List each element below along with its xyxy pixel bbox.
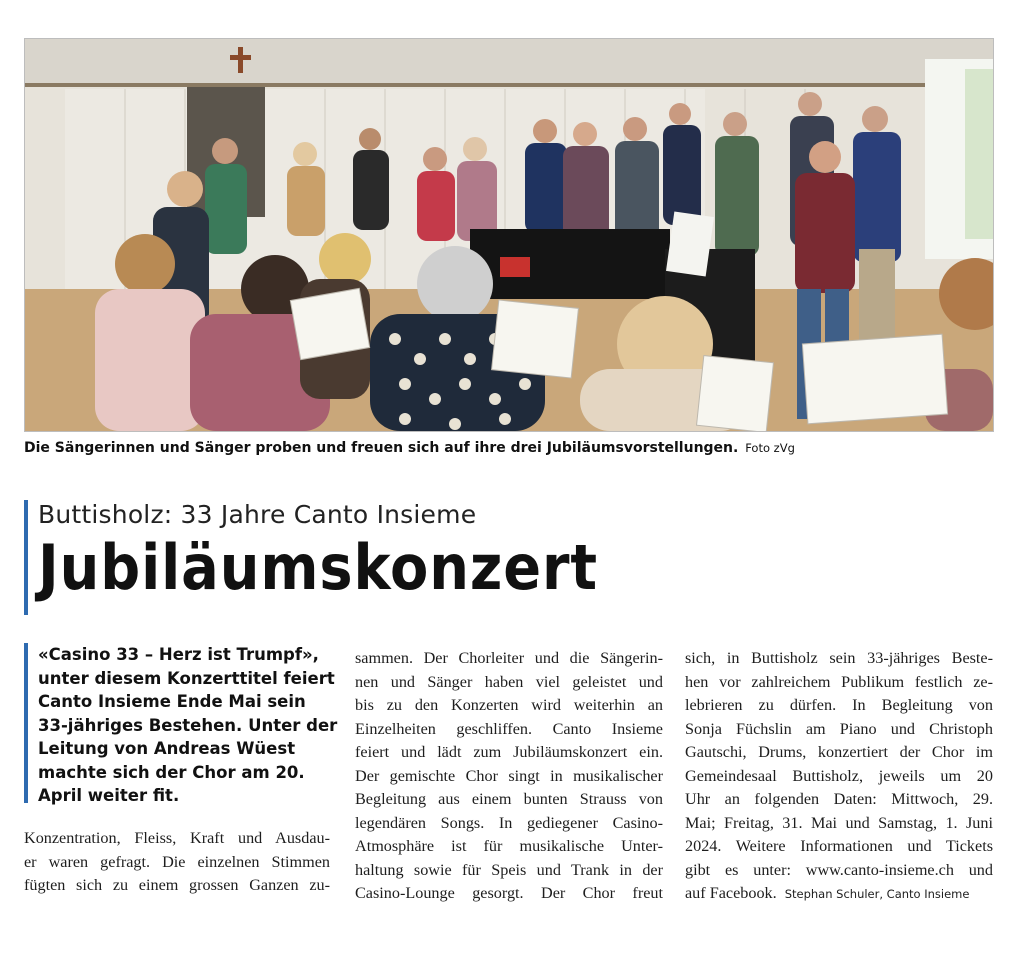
lead-paragraph: [38, 643, 350, 808]
text-line: unter diesem Konzerttitel feiert: [38, 668, 335, 688]
body-column-2: [355, 647, 663, 906]
text-line: legendären Songs. In gediegener Casino-: [355, 813, 663, 832]
text-line: Canto Insieme Ende Mai sein: [38, 692, 306, 711]
body-column-1: [24, 827, 330, 898]
text-line: gibt es unter: www.canto-insieme.ch und: [685, 860, 993, 879]
photo-caption: [24, 440, 994, 456]
article-lead: [24, 643, 350, 803]
text-line: 2024. Weitere Informationen und Tickets: [685, 837, 993, 855]
text-line: nen und Sänger haben viel geleistet und: [355, 672, 663, 691]
text-line: Casino-Lounge gesorgt. Der Chor freut: [355, 884, 663, 902]
text-line: lebrieren zu dürfen. In Begleitung von: [685, 696, 993, 714]
text-line: hen vor zahlreichem Publikum festlich ze-: [685, 672, 993, 691]
text-line: Konzentration, Fleiss, Kraft und Ausdau-: [24, 829, 330, 847]
photo-credit: Foto zVg: [745, 441, 795, 455]
text-line: Gemeindesaal Buttisholz, jeweils um 20: [685, 766, 993, 785]
text-line: Einzelheiten geschliffen. Canto Insieme: [355, 719, 663, 738]
text-line: 33-jähriges Bestehen. Unter der: [38, 715, 338, 735]
article-author: Stephan Schuler, Canto Insieme: [784, 887, 970, 901]
text-line: bis zu den Konzerten wird weiterhin an: [355, 696, 663, 714]
text-line: Sonja Füchslin am Piano und Christoph: [685, 719, 993, 738]
text-line: sich, in Buttisholz sein 33-jähriges Beste-: [685, 649, 993, 667]
choir-rehearsal-photo: [24, 38, 994, 432]
text-line: fügten sich zu einem grossen Ganzen zu-: [24, 876, 330, 894]
text-line: «Casino 33 – Herz ist Trumpf»,: [38, 645, 319, 664]
text-line: Mai; Freitag, 31. Mai und Samstag, 1. Juni: [685, 813, 993, 832]
text-line: er waren gefragt. Die einzelnen Stimmen: [24, 852, 330, 871]
text-line: sammen. Der Chorleiter und die Sängerin-: [355, 649, 663, 667]
text-line: Begleitung aus einem bunten Strauss von: [355, 790, 663, 808]
text-line: machte sich der Chor am 20.: [38, 762, 305, 782]
text-line: Atmosphäre ist für musikalische Unter-: [355, 837, 663, 855]
text-line: haltung sowie für Speis und Trank in der: [355, 860, 663, 879]
body-column-3: [685, 647, 993, 907]
text-line: April weiter fit.: [38, 786, 180, 805]
text-line: Der gemischte Chor singt in musikalischer: [355, 766, 663, 785]
caption-text: Die Sängerinnen und Sänger proben und freuen sich auf ihre drei Jubiläumsvorstellungen.: [24, 440, 739, 456]
text-line: Leitung von Andreas Wüest: [38, 739, 296, 758]
text-line: auf Facebook. Stephan Schuler, Canto Insieme: [685, 884, 970, 902]
headline-block: [24, 500, 660, 615]
text-line: Uhr an folgenden Daten: Mittwoch, 29.: [685, 790, 993, 808]
article-kicker: Buttisholz: 33 Jahre Canto Insieme: [38, 500, 477, 529]
article-headline: Jubiläumskonzert: [38, 531, 599, 604]
text-line: Gautschi, Drums, konzertiert der Chor im: [685, 743, 993, 761]
text-line: feiert und lädt zum Jubiläumskonzert ein.: [355, 743, 663, 761]
